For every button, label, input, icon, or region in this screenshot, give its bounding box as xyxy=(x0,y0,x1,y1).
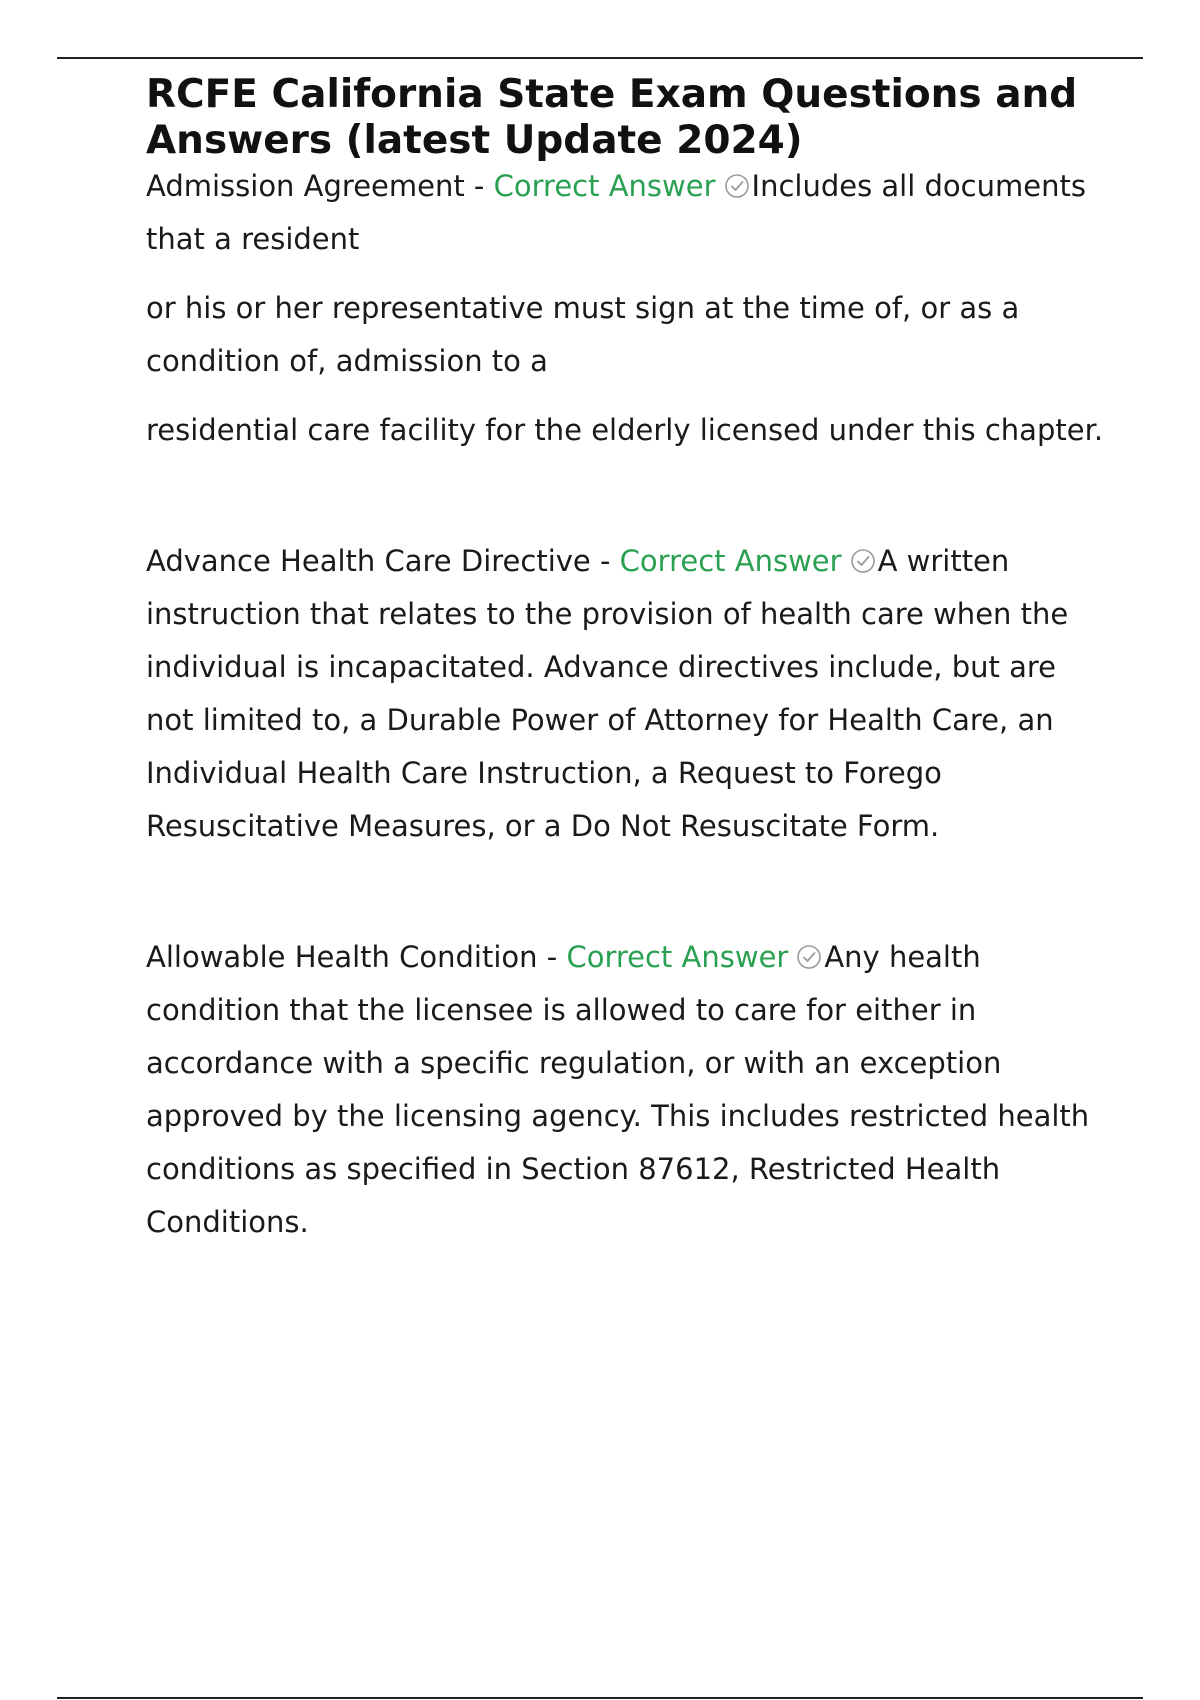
qa-definition: Any health condition that the licensee is allowed to care for either in accordance with a specific regulation, or with an exception approved by the licensing agency. This includes restricted health conditions as specified in Section 87612, Restricted Health Conditions. xyxy=(146,940,1090,1239)
correct-answer-label: Correct Answer xyxy=(493,169,716,203)
qa-answer-paragraph xyxy=(146,931,1106,1249)
qa-definition: A written instruction that relates to the provision of health care when the individual is incapacitated. Advance directives include, but are not limited to, a Durable Power of Attorney for Health Care, an Individual Health Care Instruction, a Request to Forego Resuscitative Measures, or a Do Not Resuscitate Form. xyxy=(146,544,1069,843)
qa-entry-advance-health-care-directive xyxy=(146,535,1106,853)
bottom-rule xyxy=(57,1697,1143,1699)
correct-answer-label: Correct Answer xyxy=(566,940,789,974)
document-body xyxy=(146,72,1106,1249)
qa-entry-allowable-health-condition xyxy=(146,931,1106,1249)
qa-term: Advance Health Care Directive xyxy=(146,544,591,578)
qa-entry-admission-agreement xyxy=(146,160,1106,457)
qa-definition-continued: or his or her representative must sign at the time of, or as a condition of, admission to a xyxy=(146,291,1020,378)
page-title: RCFE California State Exam Questions and Answers (latest Update 2024) xyxy=(146,72,1078,163)
qa-term: Allowable Health Condition xyxy=(146,940,538,974)
qa-answer-paragraph xyxy=(146,160,1106,266)
check-circle-icon xyxy=(796,944,822,970)
top-rule xyxy=(57,57,1143,59)
qa-definition-continued: residential care facility for the elderly licensed under this chapter. xyxy=(146,413,1104,447)
check-circle-icon xyxy=(850,548,876,574)
correct-answer-label: Correct Answer xyxy=(619,544,842,578)
qa-answer-paragraph xyxy=(146,535,1106,853)
check-circle-icon xyxy=(724,173,750,199)
qa-definition: Includes all documents that a resident xyxy=(146,169,1086,256)
qa-separator: - xyxy=(590,544,620,578)
qa-separator: - xyxy=(464,169,494,203)
qa-term: Admission Agreement xyxy=(146,169,465,203)
qa-separator: - xyxy=(537,940,567,974)
